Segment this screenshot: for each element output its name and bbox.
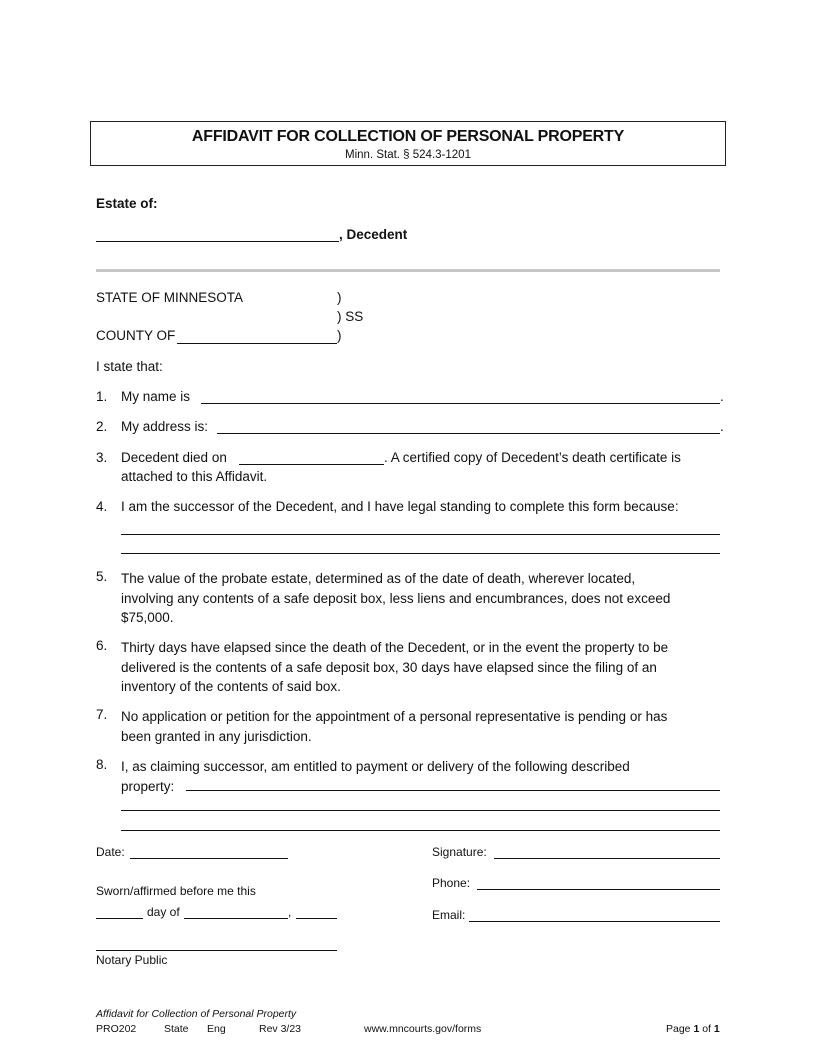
county-label: COUNTY OF [96, 328, 176, 343]
venue-ss: ) SS [337, 309, 364, 324]
item-6-number: 6. [96, 638, 108, 653]
footer-level: State [164, 1023, 189, 1035]
email-field[interactable] [469, 921, 720, 922]
property-line-3[interactable] [121, 830, 720, 831]
item-3-label-b: . A certified copy of Decedent’s death certificate is [384, 450, 681, 465]
standing-line-1[interactable] [121, 534, 720, 535]
form-title-box [90, 121, 726, 166]
notary-label: Notary Public [96, 953, 168, 967]
intro-text: I state that: [96, 359, 163, 374]
item-7-line-1: No application or petition for the appointment of a personal representative is pending or has [121, 709, 668, 724]
item-3-label-c: attached to this Affidavit. [121, 469, 268, 484]
phone-field[interactable] [477, 889, 720, 890]
item-8-number: 8. [96, 757, 108, 772]
item-3-label-a: Decedent died on [121, 450, 227, 465]
sworn-year-field[interactable] [296, 918, 337, 919]
venue-paren-top: ) [337, 290, 342, 305]
sworn-day-field[interactable] [96, 918, 143, 919]
footer-form-code: PRO202 [96, 1023, 137, 1035]
sworn-comma: , [288, 905, 292, 919]
item-1-period: . [720, 389, 724, 404]
item-4-text: I am the successor of the Decedent, and I have legal standing to complete this form because: [121, 499, 679, 514]
name-field[interactable] [201, 403, 720, 404]
email-label: Email: [432, 908, 466, 922]
item-6-line-3: inventory of the contents of said box. [121, 679, 341, 694]
decedent-label: , Decedent [339, 227, 408, 242]
notary-signature-line[interactable] [96, 950, 337, 951]
item-5-number: 5. [96, 569, 108, 584]
item-2-period: . [720, 419, 724, 434]
form-title: AFFIDAVIT FOR COLLECTION OF PERSONAL PROPERTY [191, 128, 625, 145]
signature-field[interactable] [494, 858, 720, 859]
footer-page-number [666, 1023, 720, 1035]
statute-reference: Minn. Stat. § 524.3-1201 [345, 149, 471, 161]
item-4-number: 4. [96, 499, 108, 514]
item-1-number: 1. [96, 389, 108, 404]
section-divider [96, 269, 720, 272]
signature-label: Signature: [432, 845, 487, 859]
item-5-line-3: $75,000. [121, 610, 174, 625]
page-of: of [702, 1023, 711, 1035]
date-field[interactable] [130, 858, 288, 859]
item-3-number: 3. [96, 450, 108, 465]
venue-paren-bottom: ) [337, 328, 342, 343]
property-line-2[interactable] [121, 810, 720, 811]
item-7-text [121, 707, 726, 746]
standing-line-2[interactable] [121, 553, 720, 554]
item-5-text [121, 569, 726, 628]
day-of-label: day of [147, 905, 180, 919]
item-6-line-1: Thirty days have elapsed since the death of the Decedent, or in the event the property to be [121, 640, 669, 655]
item-2-label: My address is: [121, 419, 209, 434]
page-current: 1 [693, 1023, 700, 1035]
address-field[interactable] [217, 433, 720, 434]
item-1-label: My name is [121, 389, 191, 404]
item-7-line-2: been granted in any jurisdiction. [121, 728, 312, 744]
item-8-line-1: I, as claiming successor, am entitled to payment or delivery of the following described [121, 759, 630, 774]
item-2-number: 2. [96, 419, 108, 434]
property-line-1[interactable] [186, 790, 720, 791]
footer-website: www.mncourts.gov/forms [364, 1023, 482, 1035]
state-label: STATE OF MINNESOTA [96, 290, 244, 305]
footer-language: Eng [207, 1023, 226, 1035]
item-6-line-2: delivered is the contents of a safe deposit box, 30 days have elapsed since the filing of an [121, 659, 657, 675]
footer-revision: Rev 3/23 [259, 1023, 302, 1035]
date-label: Date: [96, 845, 125, 859]
phone-label: Phone: [432, 876, 471, 890]
county-field[interactable] [177, 343, 337, 344]
item-5-line-2: involving any contents of a safe deposit box, less liens and encumbrances, does not exceed [121, 590, 671, 606]
page-total: 1 [713, 1023, 720, 1035]
item-5-line-1: The value of the probate estate, determined as of the date of death, wherever located, [121, 571, 636, 586]
footer-form-title: Affidavit for Collection of Personal Property [96, 1008, 297, 1020]
date-of-death-field[interactable] [239, 464, 384, 465]
page-word: Page [666, 1023, 691, 1035]
item-6-text [121, 638, 726, 697]
item-8-line-2: property: [121, 778, 175, 794]
sworn-label: Sworn/affirmed before me this [96, 884, 256, 898]
estate-of-label: Estate of: [96, 196, 158, 211]
decedent-name-field[interactable] [96, 241, 339, 242]
item-7-number: 7. [96, 707, 108, 722]
sworn-month-field[interactable] [184, 918, 288, 919]
